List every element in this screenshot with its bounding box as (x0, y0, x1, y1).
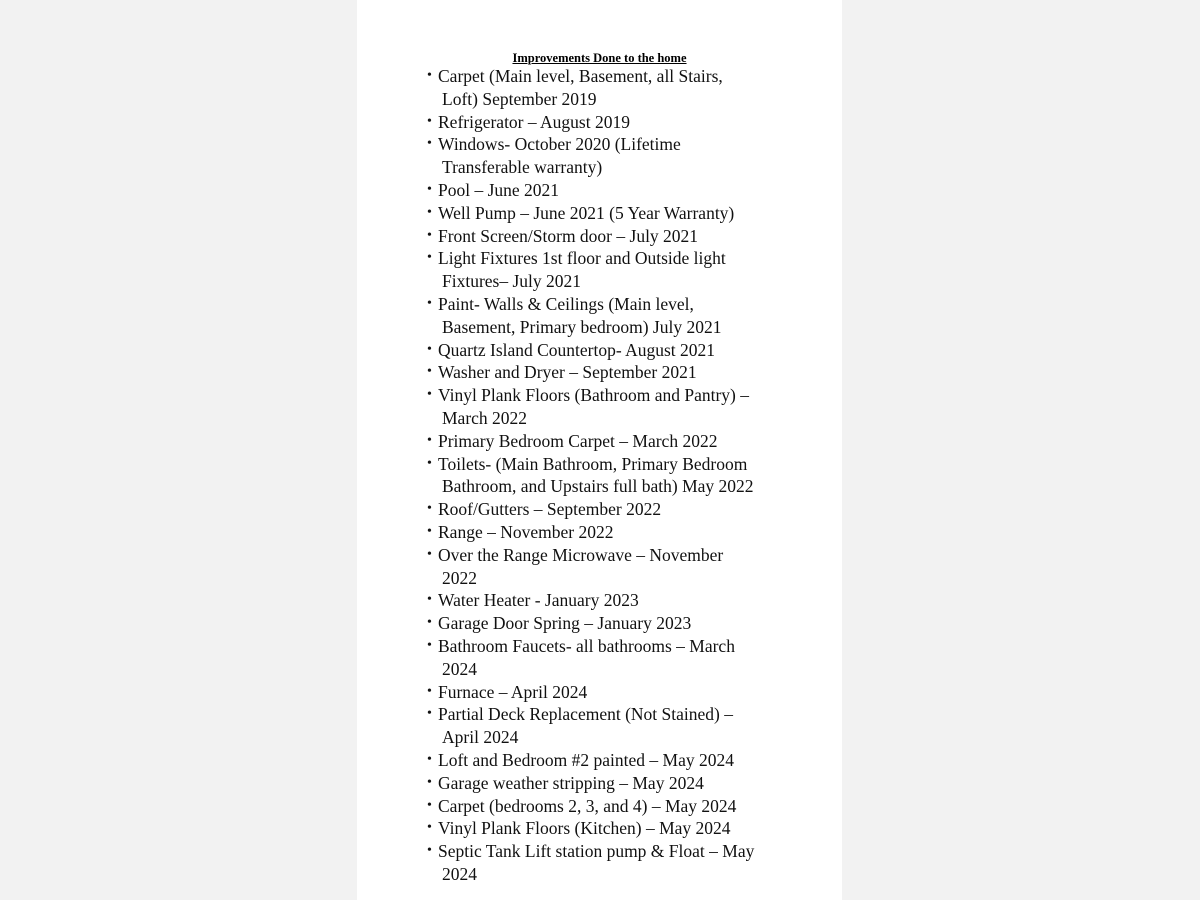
list-item (427, 65, 842, 111)
list-item-text: Range – November 2022 (438, 521, 614, 542)
bullet-icon: • (427, 546, 432, 562)
list-item-text-continued: Basement, Primary bedroom) July 2021 (442, 316, 722, 337)
list-item-text: Refrigerator – August 2019 (438, 111, 630, 132)
list-item (427, 179, 842, 202)
list-item-text-continued: April 2024 (442, 727, 519, 748)
list-item-text: Quartz Island Countertop- August 2021 (438, 339, 716, 360)
bullet-icon: • (427, 774, 432, 790)
improvements-list (427, 65, 842, 886)
list-item-text-continued: Bathroom, and Upstairs full bath) May 2022 (442, 476, 754, 497)
list-item-text: Toilets- (Main Bathroom, Primary Bedroom (438, 453, 748, 474)
bullet-icon: • (427, 295, 432, 311)
list-item (427, 795, 842, 818)
list-item (427, 749, 842, 772)
bullet-icon: • (427, 387, 432, 403)
list-item (427, 589, 842, 612)
bullet-icon: • (427, 637, 432, 653)
list-item (427, 384, 842, 430)
list-item (427, 225, 842, 248)
list-item-text: Windows- October 2020 (Lifetime (438, 134, 681, 155)
bullet-icon: • (427, 615, 432, 631)
list-item-text: Pool – June 2021 (438, 179, 560, 200)
list-item-text-continued: Fixtures– July 2021 (442, 271, 582, 292)
bullet-icon: • (427, 751, 432, 767)
bullet-icon: • (427, 68, 432, 83)
list-item-text: Partial Deck Replacement (Not Stained) – (438, 704, 733, 725)
list-item (427, 817, 842, 840)
bullet-icon: • (427, 136, 432, 152)
list-item-text: Water Heater - January 2023 (438, 590, 639, 611)
list-item-text: Paint- Walls & Ceilings (Main level, (438, 293, 694, 314)
list-item-text: Garage Door Spring – January 2023 (438, 613, 692, 634)
list-item (427, 840, 842, 886)
list-item-text: Bathroom Faucets- all bathrooms – March (438, 635, 735, 656)
list-item-text: Front Screen/Storm door – July 2021 (438, 225, 699, 246)
list-item (427, 293, 842, 339)
list-item-text-continued: Loft) September 2019 (442, 88, 597, 109)
list-item (427, 202, 842, 225)
bullet-icon: • (427, 592, 432, 608)
bullet-icon: • (427, 501, 432, 517)
list-item (427, 247, 842, 293)
bullet-icon: • (427, 113, 432, 129)
list-item (427, 681, 842, 704)
list-item-text: Primary Bedroom Carpet – March 2022 (438, 430, 718, 451)
list-item (427, 772, 842, 795)
list-item-text: Furnace – April 2024 (438, 681, 588, 702)
list-item-text: Carpet (Main level, Basement, all Stairs, (438, 66, 723, 86)
list-item-text: Carpet (bedrooms 2, 3, and 4) – May 2024 (438, 795, 737, 816)
list-item-text: Roof/Gutters – September 2022 (438, 499, 662, 520)
bullet-icon: • (427, 683, 432, 699)
list-item-text-continued: March 2022 (442, 407, 528, 428)
list-item-text: Vinyl Plank Floors (Bathroom and Pantry) – (438, 385, 750, 406)
list-item (427, 453, 842, 499)
list-item (427, 498, 842, 521)
list-item-text-continued: 2024 (442, 658, 477, 679)
list-item-text-continued: 2022 (442, 567, 477, 588)
list-item (427, 544, 842, 590)
list-item (427, 111, 842, 134)
list-item-text: Well Pump – June 2021 (5 Year Warranty) (438, 202, 735, 223)
list-item-text-continued: Transferable warranty) (442, 157, 603, 178)
bullet-icon: • (427, 523, 432, 539)
list-item-text: Over the Range Microwave – November (438, 544, 724, 565)
bullet-icon: • (427, 181, 432, 197)
bullet-icon: • (427, 250, 432, 266)
list-item (427, 612, 842, 635)
list-item-text: Light Fixtures 1st floor and Outside light (438, 248, 726, 269)
document-page (357, 0, 842, 900)
list-item (427, 430, 842, 453)
bullet-icon: • (427, 706, 432, 722)
bullet-icon: • (427, 820, 432, 836)
list-item (427, 521, 842, 544)
bullet-icon: • (427, 204, 432, 220)
document-title: Improvements Done to the home (512, 51, 687, 65)
bullet-icon: • (427, 455, 432, 471)
bullet-icon: • (427, 432, 432, 448)
list-item-text: Loft and Bedroom #2 painted – May 2024 (438, 749, 734, 770)
list-item-text: Garage weather stripping – May 2024 (438, 772, 704, 793)
list-item-text: Vinyl Plank Floors (Kitchen) – May 2024 (438, 818, 731, 839)
list-item (427, 133, 842, 179)
bullet-icon: • (427, 227, 432, 243)
list-item (427, 635, 842, 681)
list-item-text: Washer and Dryer – September 2021 (438, 362, 697, 383)
list-item (427, 361, 842, 384)
list-item-text: Septic Tank Lift station pump & Float – May (438, 841, 755, 862)
bullet-icon: • (427, 364, 432, 380)
bullet-icon: • (427, 797, 432, 813)
list-item (427, 703, 842, 749)
bullet-icon: • (427, 341, 432, 357)
list-item-text-continued: 2024 (442, 863, 477, 884)
bullet-icon: • (427, 843, 432, 859)
list-item (427, 339, 842, 362)
